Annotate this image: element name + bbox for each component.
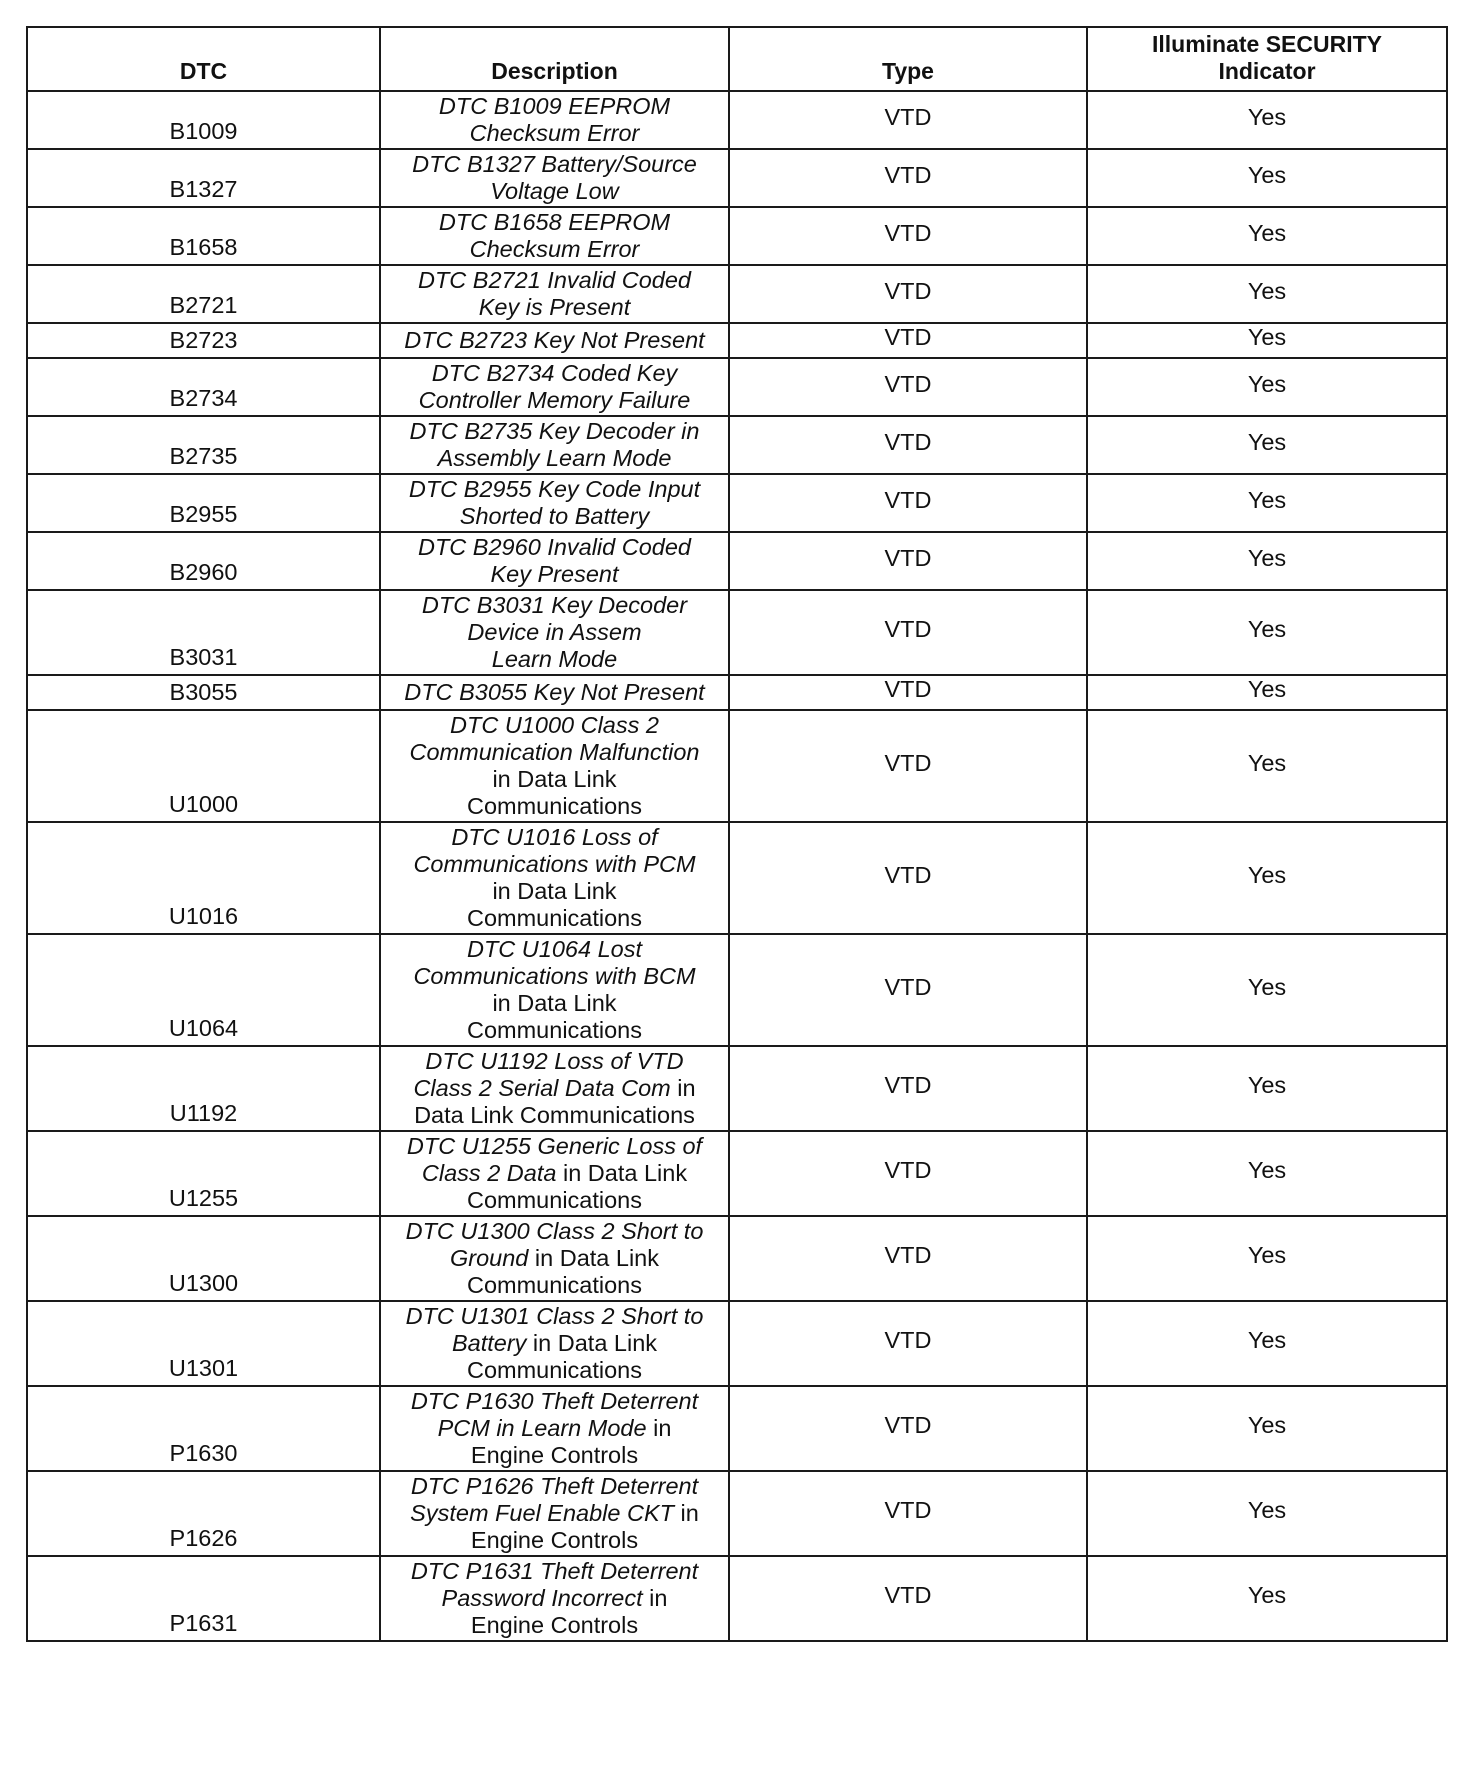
description-italic-text: DTC B1327 Battery/Source — [412, 151, 697, 177]
description-italic-text: DTC B3031 Key Decoder — [421, 592, 688, 618]
dtc-description — [380, 590, 729, 675]
description-regular-text: Data Link Communications — [414, 1102, 695, 1128]
table-row — [27, 934, 1447, 1046]
description-italic-text: DTC U1192 Loss of VTD — [425, 1048, 684, 1074]
security-indicator-value: Yes — [1087, 265, 1447, 323]
description-line — [387, 1415, 722, 1442]
table-row — [27, 1046, 1447, 1131]
description-line — [387, 1442, 722, 1469]
description-line — [387, 878, 722, 905]
description-regular-text: Engine Controls — [470, 1527, 639, 1553]
description-line — [387, 360, 722, 387]
description-italic-text: DTC B1658 EEPROM — [438, 209, 671, 235]
description-regular-text: in — [646, 1415, 672, 1441]
security-indicator-value: Yes — [1087, 1386, 1447, 1471]
description-italic-text: DTC P1630 Theft Deterrent — [410, 1388, 699, 1414]
description-regular-text: in — [642, 1585, 668, 1611]
description-line — [387, 1303, 722, 1330]
description-italic-text: Key is Present — [478, 294, 631, 320]
dtc-type: VTD — [729, 323, 1087, 358]
table-row — [27, 91, 1447, 149]
dtc-type: VTD — [729, 207, 1087, 265]
description-line — [387, 1218, 722, 1245]
description-regular-text: in Data Link — [528, 1245, 660, 1271]
security-indicator-value: Yes — [1087, 358, 1447, 416]
description-line — [387, 1357, 722, 1384]
description-line — [387, 445, 722, 472]
table-row — [27, 1301, 1447, 1386]
table-row — [27, 1471, 1447, 1556]
dtc-description — [380, 1471, 729, 1556]
description-line — [387, 1160, 722, 1187]
security-indicator-value: Yes — [1087, 1131, 1447, 1216]
header-indicator-line2: Indicator — [1218, 58, 1316, 84]
dtc-description — [380, 474, 729, 532]
dtc-code: B1009 — [27, 91, 380, 149]
table-row — [27, 590, 1447, 675]
description-line — [387, 503, 722, 530]
description-line — [387, 1388, 722, 1415]
description-regular-text: Engine Controls — [470, 1442, 639, 1468]
table-row — [27, 1386, 1447, 1471]
description-regular-text: Communications — [466, 1187, 642, 1213]
description-regular-text: in — [670, 1075, 696, 1101]
dtc-description — [380, 149, 729, 207]
description-italic-text: DTC P1626 Theft Deterrent — [410, 1473, 699, 1499]
table-body — [27, 91, 1447, 1641]
description-line — [387, 476, 722, 503]
description-line — [387, 712, 722, 739]
description-line — [387, 1133, 722, 1160]
table-row — [27, 822, 1447, 934]
dtc-description — [380, 1216, 729, 1301]
description-regular-text: Communications — [466, 905, 642, 931]
dtc-description — [380, 265, 729, 323]
description-italic-text: DTC B1009 EEPROM — [438, 93, 671, 119]
dtc-code: B1658 — [27, 207, 380, 265]
dtc-description — [380, 1046, 729, 1131]
table-row — [27, 323, 1447, 358]
description-line — [387, 120, 722, 147]
security-indicator-value: Yes — [1087, 1471, 1447, 1556]
dtc-code: U1255 — [27, 1131, 380, 1216]
dtc-description — [380, 358, 729, 416]
header-indicator-line1: Illuminate SECURITY — [1151, 31, 1383, 57]
header-dtc: DTC — [27, 27, 380, 91]
dtc-type: VTD — [729, 1046, 1087, 1131]
description-line — [387, 236, 722, 263]
header-description: Description — [380, 27, 729, 91]
description-italic-text: Shorted to Battery — [459, 503, 650, 529]
description-italic-text: DTC U1016 Loss of — [451, 824, 658, 850]
description-line — [387, 766, 722, 793]
description-italic-text: Battery — [451, 1330, 527, 1356]
dtc-description — [380, 1131, 729, 1216]
security-indicator-value: Yes — [1087, 675, 1447, 710]
description-italic-text: Ground — [449, 1245, 529, 1271]
description-regular-text: Communications — [466, 1272, 642, 1298]
dtc-type: VTD — [729, 149, 1087, 207]
dtc-code: P1630 — [27, 1386, 380, 1471]
dtc-code: U1300 — [27, 1216, 380, 1301]
description-italic-text: Checksum Error — [469, 236, 640, 262]
dtc-code: U1016 — [27, 822, 380, 934]
dtc-description — [380, 822, 729, 934]
description-italic-text: DTC B2723 Key Not Present — [404, 327, 705, 353]
description-line — [387, 963, 722, 990]
description-regular-text: in Data Link — [556, 1160, 688, 1186]
dtc-type: VTD — [729, 474, 1087, 532]
description-italic-text: DTC B2721 Invalid Coded — [417, 267, 691, 293]
description-italic-text: Controller Memory Failure — [418, 387, 691, 413]
description-regular-text: in Data Link — [492, 878, 617, 904]
description-line — [387, 387, 722, 414]
security-indicator-value: Yes — [1087, 91, 1447, 149]
description-italic-text: Communication Malfunction — [409, 739, 700, 765]
description-italic-text: DTC B2955 Key Code Input — [408, 476, 701, 502]
dtc-description — [380, 675, 729, 710]
description-italic-text: PCM in Learn Mode — [437, 1415, 647, 1441]
dtc-code: B2960 — [27, 532, 380, 590]
description-line — [387, 1585, 722, 1612]
description-line — [387, 1500, 722, 1527]
description-italic-text: Key Present — [490, 561, 619, 587]
dtc-description — [380, 710, 729, 822]
description-line — [387, 151, 722, 178]
header-row — [27, 27, 1447, 91]
dtc-description — [380, 416, 729, 474]
security-indicator-value: Yes — [1087, 323, 1447, 358]
dtc-type: VTD — [729, 822, 1087, 934]
security-indicator-value: Yes — [1087, 207, 1447, 265]
description-line — [387, 1558, 722, 1585]
security-indicator-value: Yes — [1087, 934, 1447, 1046]
dtc-code: B2734 — [27, 358, 380, 416]
description-line — [387, 209, 722, 236]
description-italic-text: DTC P1631 Theft Deterrent — [410, 1558, 699, 1584]
description-line — [387, 93, 722, 120]
description-line — [387, 1272, 722, 1299]
dtc-type: VTD — [729, 265, 1087, 323]
description-line — [387, 990, 722, 1017]
description-regular-text: Communications — [466, 1357, 642, 1383]
description-line — [387, 178, 722, 205]
dtc-type: VTD — [729, 1131, 1087, 1216]
table-row — [27, 1556, 1447, 1641]
security-indicator-value: Yes — [1087, 149, 1447, 207]
description-line — [387, 679, 722, 706]
description-line — [387, 936, 722, 963]
security-indicator-value: Yes — [1087, 1301, 1447, 1386]
security-indicator-value: Yes — [1087, 474, 1447, 532]
dtc-description — [380, 91, 729, 149]
dtc-type: VTD — [729, 1386, 1087, 1471]
description-italic-text: Checksum Error — [469, 120, 640, 146]
table-row — [27, 416, 1447, 474]
dtc-type: VTD — [729, 934, 1087, 1046]
description-italic-text: System Fuel Enable CKT — [410, 1500, 674, 1526]
description-line — [387, 646, 722, 673]
dtc-type: VTD — [729, 1471, 1087, 1556]
table-row — [27, 675, 1447, 710]
dtc-code: B2721 — [27, 265, 380, 323]
description-italic-text: Password Incorrect — [441, 1585, 643, 1611]
dtc-code: B2735 — [27, 416, 380, 474]
description-line — [387, 327, 722, 354]
dtc-code: P1631 — [27, 1556, 380, 1641]
security-indicator-value: Yes — [1087, 1046, 1447, 1131]
dtc-code: B2723 — [27, 323, 380, 358]
dtc-type: VTD — [729, 590, 1087, 675]
dtc-description — [380, 1556, 729, 1641]
description-italic-text: DTC U1255 Generic Loss of — [406, 1133, 703, 1159]
description-line — [387, 1245, 722, 1272]
description-line — [387, 793, 722, 820]
description-line — [387, 619, 722, 646]
description-line — [387, 1048, 722, 1075]
description-line — [387, 418, 722, 445]
description-line — [387, 1075, 722, 1102]
dtc-code: U1064 — [27, 934, 380, 1046]
description-italic-text: Assembly Learn Mode — [437, 445, 672, 471]
description-regular-text: in — [674, 1500, 699, 1526]
description-italic-text: DTC B2734 Coded Key — [431, 360, 678, 386]
description-italic-text: DTC B2960 Invalid Coded — [417, 534, 691, 560]
table-row — [27, 265, 1447, 323]
dtc-code: P1626 — [27, 1471, 380, 1556]
header-type: Type — [729, 27, 1087, 91]
description-italic-text: DTC U1000 Class 2 — [450, 712, 659, 738]
dtc-type: VTD — [729, 675, 1087, 710]
dtc-code: B1327 — [27, 149, 380, 207]
description-line — [387, 1527, 722, 1554]
description-regular-text: Communications — [466, 1017, 642, 1043]
description-italic-text: Class 2 Serial Data Com — [413, 1075, 671, 1101]
description-italic-text: DTC B3055 Key Not Present — [404, 679, 705, 705]
description-italic-text: DTC U1300 Class 2 Short to — [405, 1218, 704, 1244]
dtc-type: VTD — [729, 1301, 1087, 1386]
dtc-type: VTD — [729, 358, 1087, 416]
description-italic-text: DTC U1301 Class 2 Short to — [405, 1303, 704, 1329]
dtc-description — [380, 207, 729, 265]
table-row — [27, 149, 1447, 207]
dtc-description — [380, 934, 729, 1046]
description-line — [387, 739, 722, 766]
description-regular-text: in Data Link — [492, 990, 617, 1016]
description-regular-text: Engine Controls — [470, 1612, 639, 1638]
description-regular-text: in Data Link — [492, 766, 617, 792]
dtc-code: U1000 — [27, 710, 380, 822]
description-line — [387, 267, 722, 294]
dtc-description — [380, 1386, 729, 1471]
description-italic-text: DTC U1064 Lost — [466, 936, 643, 962]
dtc-description — [380, 1301, 729, 1386]
description-italic-text: Learn Mode — [491, 646, 618, 672]
dtc-description — [380, 323, 729, 358]
header-indicator — [1087, 27, 1447, 91]
dtc-code: B3031 — [27, 590, 380, 675]
dtc-description — [380, 532, 729, 590]
security-indicator-value: Yes — [1087, 822, 1447, 934]
description-line — [387, 1017, 722, 1044]
security-indicator-value: Yes — [1087, 590, 1447, 675]
table-header — [27, 27, 1447, 91]
dtc-code: B2955 — [27, 474, 380, 532]
description-line — [387, 824, 722, 851]
description-line — [387, 1612, 722, 1639]
table-row — [27, 474, 1447, 532]
table-row — [27, 710, 1447, 822]
table-row — [27, 358, 1447, 416]
dtc-code: B3055 — [27, 675, 380, 710]
description-line — [387, 561, 722, 588]
table-row — [27, 1216, 1447, 1301]
dtc-type: VTD — [729, 710, 1087, 822]
dtc-code: U1301 — [27, 1301, 380, 1386]
description-italic-text: DTC B2735 Key Decoder in — [409, 418, 700, 444]
description-line — [387, 592, 722, 619]
dtc-type: VTD — [729, 91, 1087, 149]
description-line — [387, 1102, 722, 1129]
description-italic-text: Class 2 Data — [421, 1160, 557, 1186]
description-italic-text: Voltage Low — [490, 178, 619, 204]
description-line — [387, 294, 722, 321]
dtc-type: VTD — [729, 1216, 1087, 1301]
dtc-table — [26, 26, 1448, 1642]
security-indicator-value: Yes — [1087, 710, 1447, 822]
description-italic-text: Communications with PCM — [413, 851, 696, 877]
table-row — [27, 1131, 1447, 1216]
description-line — [387, 1330, 722, 1357]
dtc-type: VTD — [729, 1556, 1087, 1641]
description-line — [387, 1473, 722, 1500]
table-row — [27, 207, 1447, 265]
security-indicator-value: Yes — [1087, 1556, 1447, 1641]
description-regular-text: Communications — [466, 793, 642, 819]
dtc-type: VTD — [729, 416, 1087, 474]
dtc-code: U1192 — [27, 1046, 380, 1131]
security-indicator-value: Yes — [1087, 1216, 1447, 1301]
description-italic-text: Communications with BCM — [413, 963, 696, 989]
description-regular-text: in Data Link — [526, 1330, 658, 1356]
description-line — [387, 1187, 722, 1214]
security-indicator-value: Yes — [1087, 416, 1447, 474]
description-line — [387, 905, 722, 932]
description-line — [387, 534, 722, 561]
table-row — [27, 532, 1447, 590]
security-indicator-value: Yes — [1087, 532, 1447, 590]
description-italic-text: Device in Assem — [467, 619, 642, 645]
dtc-type: VTD — [729, 532, 1087, 590]
description-line — [387, 851, 722, 878]
